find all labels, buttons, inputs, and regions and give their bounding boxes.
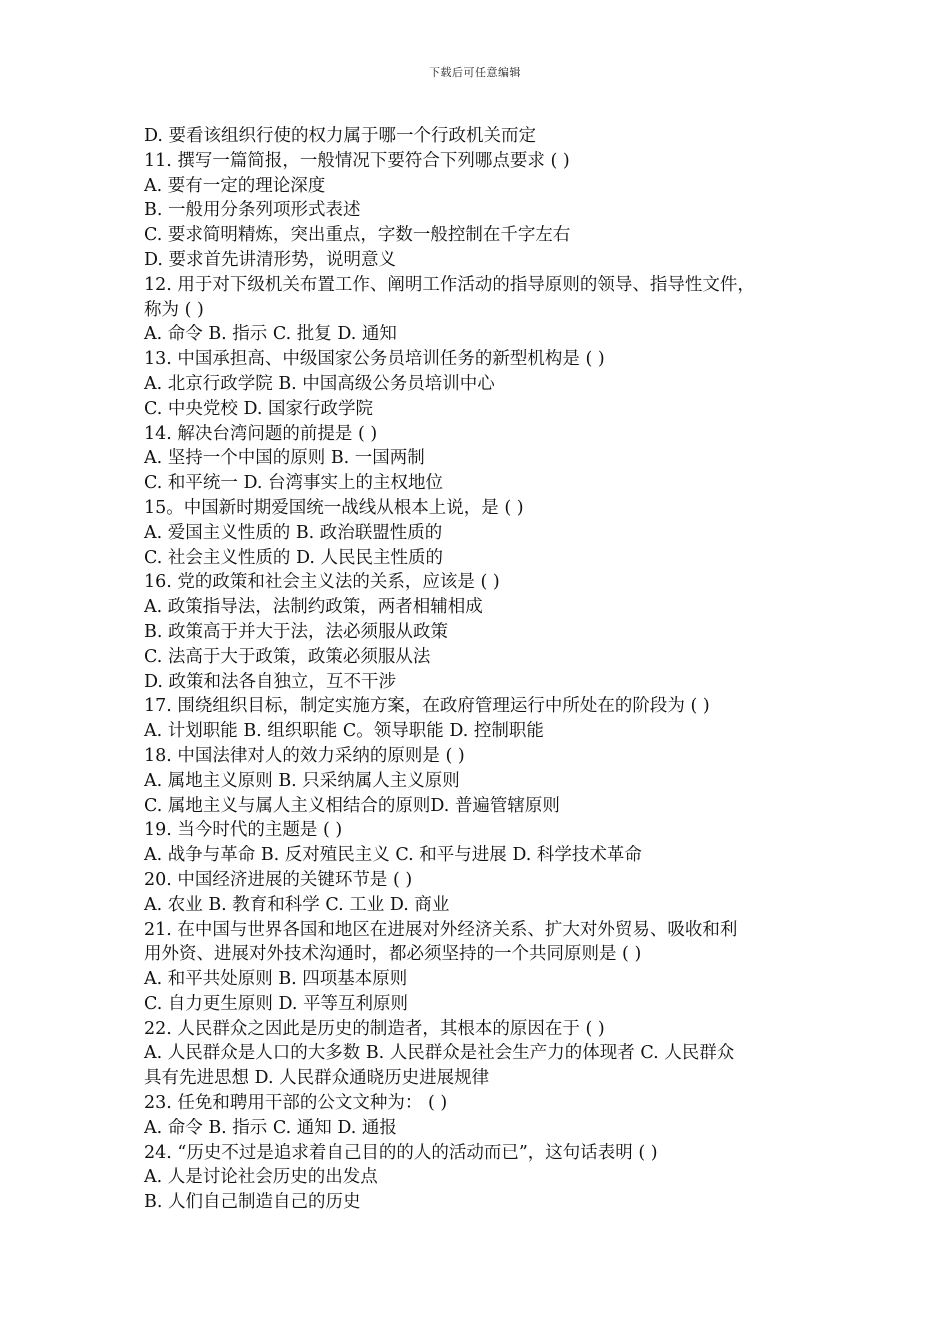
- text-line: C. 要求简明精炼，突出重点，字数一般控制在千字左右: [144, 225, 571, 246]
- text-line: 19. 当今时代的主题是 ( ): [144, 820, 343, 841]
- text-line: B. 人们自己制造自己的历史: [144, 1192, 361, 1213]
- text-line: C. 社会主义性质的 D. 人民民主性质的: [144, 547, 443, 568]
- text-line: 20. 中国经济进展的关键环节是 ( ): [144, 869, 413, 890]
- text-line: 24. “历史不过是追求着自己目的的人的活动而已”，这句话表明 ( ): [144, 1142, 658, 1163]
- text-line: C. 和平统一 D. 台湾事实上的主权地位: [144, 473, 443, 494]
- text-line: A. 坚持一个中国的原则 B. 一国两制: [144, 448, 425, 469]
- text-line: 16. 党的政策和社会主义法的关系，应该是 ( ): [144, 572, 500, 593]
- text-line: C. 自力更生原则 D. 平等互利原则: [144, 993, 408, 1014]
- text-line: 22. 人民群众之因此是历史的制造者，其根本的原因在于 ( ): [144, 1018, 605, 1039]
- page-header: 下载后可任意编辑: [429, 66, 521, 79]
- text-line: C. 属地主义与属人主义相结合的原则D. 普遍管辖原则: [144, 795, 560, 816]
- text-line: 18. 中国法律对人的效力采纳的原则是 ( ): [144, 745, 465, 766]
- document-body: [144, 124, 824, 1215]
- text-line: D. 政策和法各自独立，互不干涉: [144, 671, 397, 692]
- text-line: A. 人是讨论社会历史的出发点: [144, 1167, 378, 1188]
- text-line: 11. 撰写一篇简报，一般情况下要符合下列哪点要求 ( ): [144, 150, 570, 171]
- text-line: 具有先进思想 D. 人民群众通晓历史进展规律: [144, 1068, 490, 1089]
- text-line: 21. 在中国与世界各国和地区在进展对外经济关系、扩大对外贸易、吸收和利: [144, 919, 738, 940]
- text-line: A. 要有一定的理论深度: [144, 175, 326, 196]
- text-line: A. 爱国主义性质的 B. 政治联盟性质的: [144, 522, 443, 543]
- text-line: 17. 围绕组织目标，制定实施方案，在政府管理运行中所处在的阶段为 ( ): [144, 696, 710, 717]
- text-line: 13. 中国承担高、中级国家公务员培训任务的新型机构是 ( ): [144, 349, 605, 370]
- text-line: 14. 解决台湾问题的前提是 ( ): [144, 423, 378, 444]
- text-line: A. 命令 B. 指示 C. 批复 D. 通知: [144, 324, 397, 345]
- text-line: A. 计划职能 B. 组织职能 C。领导职能 D. 控制职能: [144, 721, 544, 742]
- text-line: 用外资、进展对外技术沟通时，都必须坚持的一个共同原则是 ( ): [144, 944, 642, 965]
- text-line: D. 要求首先讲清形势，说明意义: [144, 249, 397, 270]
- text-line: D. 要看该组织行使的权力属于哪一个行政机关而定: [144, 126, 537, 146]
- text-line: A. 农业 B. 教育和科学 C. 工业 D. 商业: [144, 894, 450, 915]
- text-line: A. 和平共处原则 B. 四项基本原则: [144, 969, 408, 990]
- text-line: 15。中国新时期爱国统一战线从根本上说，是 ( ): [144, 497, 524, 518]
- text-line: C. 法高于大于政策，政策必须服从法: [144, 646, 431, 667]
- text-line: A. 政策指导法，法制约政策，两者相辅相成: [144, 597, 483, 618]
- text-line: B. 一般用分条列项形式表述: [144, 200, 361, 221]
- text-line: 23. 任免和聘用干部的公文文种为： ( ): [144, 1093, 448, 1114]
- text-line: A. 属地主义原则 B. 只采纳属人主义原则: [144, 770, 460, 791]
- text-line: B. 政策高于并大于法，法必须服从政策: [144, 621, 448, 642]
- text-line: 称为 ( ): [144, 299, 204, 320]
- text-line: A. 北京行政学院 B. 中国高级公务员培训中心: [144, 373, 495, 394]
- text-line: A. 命令 B. 指示 C. 通知 D. 通报: [144, 1117, 397, 1138]
- text-line: 12. 用于对下级机关布置工作、阐明工作活动的指导原则的领导、指导性文件，: [144, 274, 755, 295]
- text-line: C. 中央党校 D. 国家行政学院: [144, 398, 373, 419]
- text-line: A. 人民群众是人口的大多数 B. 人民群众是社会生产力的体现者 C. 人民群众: [144, 1043, 735, 1064]
- text-line: A. 战争与革命 B. 反对殖民主义 C. 和平与进展 D. 科学技术革命: [144, 845, 642, 866]
